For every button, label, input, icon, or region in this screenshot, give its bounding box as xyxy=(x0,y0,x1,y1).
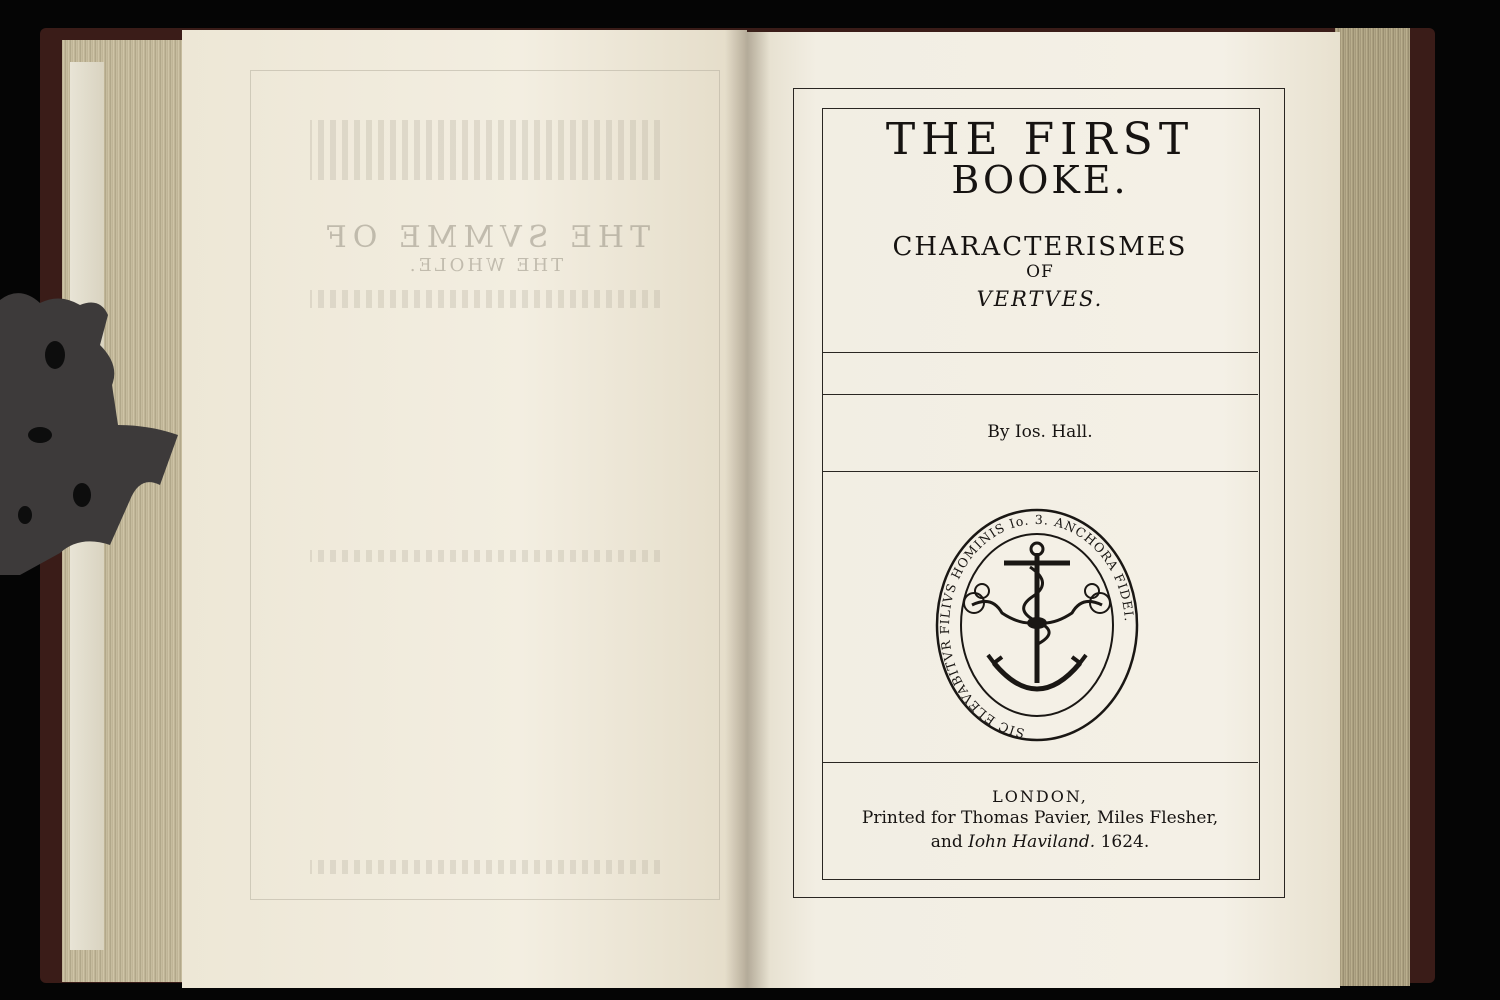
gutter-shadow xyxy=(725,30,770,988)
inner-frame xyxy=(822,108,1260,880)
rule-4 xyxy=(822,762,1258,763)
ghost-ornament-band xyxy=(310,290,660,308)
subtitle-line-3: VERTVES. xyxy=(976,287,1104,311)
ghost-ornament-band-2 xyxy=(310,550,660,562)
imprint-place: LONDON, xyxy=(992,787,1088,806)
ghost-subtitle: THE WHOLE. xyxy=(406,255,564,276)
anchor-emblem-icon xyxy=(932,505,1142,745)
title-line-1: THE FIRST xyxy=(885,114,1195,165)
author-line: By Ios. Hall. xyxy=(987,422,1093,442)
ghost-ornament-top xyxy=(310,120,660,180)
ghost-title: THE SVMME OF xyxy=(319,220,651,255)
metal-clip-icon xyxy=(0,285,182,575)
subtitle-line-2: OF xyxy=(1026,262,1054,282)
ghost-ornament-bottom xyxy=(310,860,660,874)
title-line-2: BOOKE. xyxy=(951,158,1129,202)
imprint-last-printer: Iohn Haviland. xyxy=(968,832,1096,852)
rule-3 xyxy=(822,471,1258,472)
rule-1 xyxy=(822,352,1258,353)
imprint-and: and xyxy=(930,832,963,852)
right-page-edges xyxy=(1335,28,1410,986)
emblem-motto: SIC ELEVABITVR FILIVS HOMINIS Io. 3. ANCHORA FIDEI. xyxy=(936,511,1137,741)
imprint-year: 1624. xyxy=(1100,832,1150,852)
imprint-final-line xyxy=(822,832,1258,852)
rule-2 xyxy=(822,394,1258,395)
subtitle-line-1: CHARACTERISMES xyxy=(892,232,1188,262)
show-through-text xyxy=(250,70,720,900)
ghost-frame xyxy=(250,70,720,900)
imprint-printers: Printed for Thomas Pavier, Miles Flesher, xyxy=(861,808,1219,828)
